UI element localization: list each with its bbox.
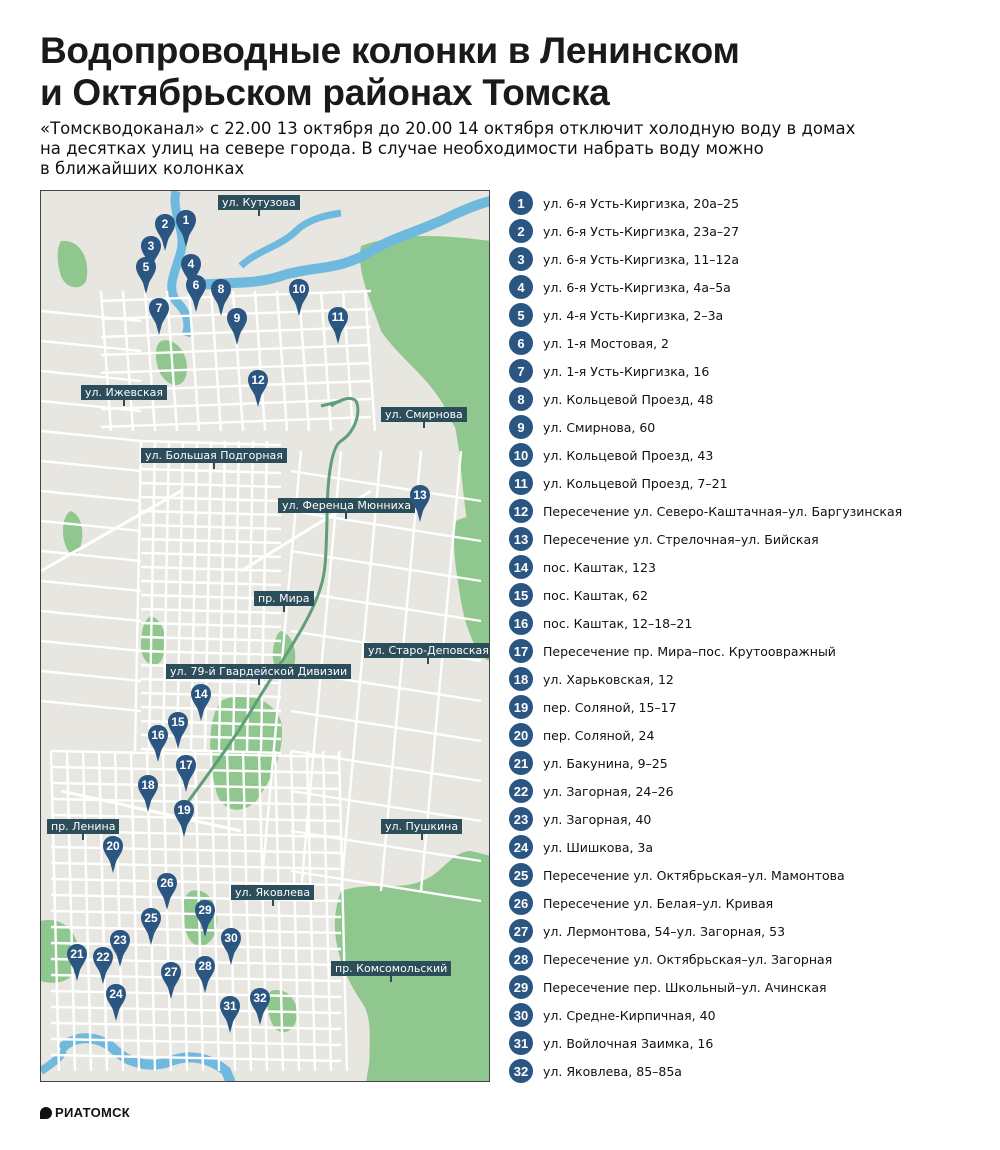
map-pin-6[interactable] xyxy=(185,274,207,314)
legend-item[interactable] xyxy=(509,805,989,833)
legend-item-label: ул. Загорная, 24–26 xyxy=(543,783,674,799)
street-label-yakovleva: ул. Яковлева xyxy=(231,885,314,900)
pin-number: 17 xyxy=(179,758,193,772)
pin-number: 1 xyxy=(182,213,190,227)
street-label-kutuzova: ул. Кутузова xyxy=(218,195,300,210)
map-pin-26[interactable] xyxy=(156,872,178,912)
legend-item-label: ул. Лермонтова, 54–ул. Загорная, 53 xyxy=(543,923,786,939)
legend-marker-badge: 6 xyxy=(509,331,533,355)
pin-number: 24 xyxy=(109,987,123,1001)
legend-item-label: Пересечение пер. Школьный–ул. Ачинская xyxy=(543,979,827,995)
legend-marker-badge: 3 xyxy=(509,247,533,271)
legend-item-label: ул. Шишкова, 3а xyxy=(543,839,654,855)
pin-number: 14 xyxy=(194,687,208,701)
street-label-pr-komsomolskiy: пр. Комсомольский xyxy=(331,961,451,976)
map-pin-28[interactable] xyxy=(194,955,216,995)
legend-item[interactable] xyxy=(509,917,989,945)
legend-item-label: ул. 1-я Усть-Киргизка, 16 xyxy=(543,363,710,379)
legend-marker-badge: 10 xyxy=(509,443,533,467)
legend-marker-badge: 9 xyxy=(509,415,533,439)
legend-marker-badge: 29 xyxy=(509,975,533,999)
map-pin-5[interactable] xyxy=(135,256,157,296)
legend-item-label: пер. Соляной, 24 xyxy=(543,727,655,743)
street-label-bolshaya-podgornaya: ул. Большая Подгорная xyxy=(141,448,287,463)
legend-item-label: ул. 6-я Усть-Киргизка, 4а–5а xyxy=(543,279,731,295)
legend-item-label: Пересечение ул. Белая–ул. Кривая xyxy=(543,895,774,911)
ria-logo-icon xyxy=(40,1107,52,1119)
legend-item[interactable] xyxy=(509,777,989,805)
pin-number: 11 xyxy=(331,310,345,324)
legend-item-label: ул. Бакунина, 9–25 xyxy=(543,755,668,771)
legend-item-label: ул. Яковлева, 85–85а xyxy=(543,1063,682,1079)
map-pin-1[interactable] xyxy=(175,209,197,249)
pin-number: 28 xyxy=(198,959,212,973)
legend-item[interactable] xyxy=(509,1029,989,1057)
subtitle-line-2: на десятках улиц на севере города. В случае необходимости набрать воду можно xyxy=(40,139,764,158)
legend-item[interactable] xyxy=(509,357,989,385)
legend-item-label: Пересечение ул. Северо-Каштачная–ул. Баргузинская xyxy=(543,503,903,519)
legend-item[interactable] xyxy=(509,301,989,329)
legend-item[interactable] xyxy=(509,637,989,665)
map-pin-21[interactable] xyxy=(66,943,88,983)
pin-number: 31 xyxy=(223,999,237,1013)
legend-marker-badge: 22 xyxy=(509,779,533,803)
legend-item[interactable] xyxy=(509,973,989,1001)
subtitle-line-1: «Томскводоканал» с 22.00 13 октября до 20.00 14 октября отключит холодную воду в домах xyxy=(40,119,856,138)
legend-marker-badge: 25 xyxy=(509,863,533,887)
legend-item-label: Пересечение ул. Стрелочная–ул. Бийская xyxy=(543,531,819,547)
legend-item[interactable] xyxy=(509,833,989,861)
legend-item[interactable] xyxy=(509,861,989,889)
map-pin-19[interactable] xyxy=(173,799,195,839)
pin-number: 26 xyxy=(160,876,174,890)
legend-item-label: ул. Войлочная Заимка, 16 xyxy=(543,1035,714,1051)
legend-item[interactable] xyxy=(509,721,989,749)
legend-item[interactable] xyxy=(509,553,989,581)
page-title xyxy=(40,30,960,114)
pin-number: 6 xyxy=(192,278,200,292)
legend-marker-badge: 15 xyxy=(509,583,533,607)
legend-item-label: пос. Каштак, 123 xyxy=(543,559,656,575)
street-label-79-gvardeyskoy: ул. 79-й Гвардейской Дивизии xyxy=(166,664,351,679)
legend-marker-badge: 14 xyxy=(509,555,533,579)
legend-item-label: ул. Кольцевой Проезд, 43 xyxy=(543,447,714,463)
pin-number: 9 xyxy=(233,311,241,325)
legend-item-label: пос. Каштак, 62 xyxy=(543,587,648,603)
map-pin-14[interactable] xyxy=(190,683,212,723)
street-label-pr-mira: пр. Мира xyxy=(254,591,314,606)
map-pin-15[interactable] xyxy=(167,711,189,751)
pin-number: 18 xyxy=(141,778,155,792)
pin-number: 21 xyxy=(70,947,84,961)
pin-number: 10 xyxy=(292,282,306,296)
pin-number: 27 xyxy=(164,965,178,979)
pin-number: 23 xyxy=(113,933,127,947)
pin-number: 2 xyxy=(161,217,169,231)
map[interactable] xyxy=(40,190,490,1082)
pin-number: 4 xyxy=(187,257,195,271)
legend-marker-badge: 5 xyxy=(509,303,533,327)
pin-number: 19 xyxy=(177,803,191,817)
logo-text: РИАТОМСК xyxy=(55,1105,131,1120)
ria-tomsk-logo xyxy=(40,1105,130,1120)
legend-item-label: Пересечение ул. Октябрьская–ул. Мамонтова xyxy=(543,867,845,883)
legend-item[interactable] xyxy=(509,469,989,497)
legend-item[interactable] xyxy=(509,413,989,441)
pin-number: 13 xyxy=(413,488,427,502)
pin-number: 5 xyxy=(142,260,150,274)
legend-item-label: ул. Харьковская, 12 xyxy=(543,671,674,687)
map-pin-24[interactable] xyxy=(105,983,127,1023)
map-pin-29[interactable] xyxy=(194,899,216,939)
legend-marker-badge: 7 xyxy=(509,359,533,383)
legend-marker-badge: 17 xyxy=(509,639,533,663)
title-line-2: и Октябрьском районах Томска xyxy=(40,72,610,113)
street-label-smirnova: ул. Смирнова xyxy=(381,407,467,422)
legend-marker-badge: 16 xyxy=(509,611,533,635)
pin-number: 3 xyxy=(147,239,155,253)
pin-number: 25 xyxy=(144,911,158,925)
legend-item-label: ул. 4-я Усть-Киргизка, 2–3а xyxy=(543,307,724,323)
map-pin-32[interactable] xyxy=(249,987,271,1027)
legend-marker-badge: 27 xyxy=(509,919,533,943)
legend-marker-badge: 8 xyxy=(509,387,533,411)
map-pin-13[interactable] xyxy=(409,484,431,524)
legend-item-label: ул. Смирнова, 60 xyxy=(543,419,656,435)
legend-marker-badge: 13 xyxy=(509,527,533,551)
legend-item-label: Пересечение ул. Октябрьская–ул. Загорная xyxy=(543,951,833,967)
map-pin-16[interactable] xyxy=(147,724,169,764)
legend-item[interactable] xyxy=(509,749,989,777)
pin-number: 30 xyxy=(224,931,238,945)
map-pin-31[interactable] xyxy=(219,995,241,1035)
legend-marker-badge: 32 xyxy=(509,1059,533,1083)
map-pin-20[interactable] xyxy=(102,835,124,875)
map-pin-12[interactable] xyxy=(247,369,269,409)
pin-number: 32 xyxy=(253,991,267,1005)
legend-item-label: ул. 6-я Усть-Киргизка, 23а–27 xyxy=(543,223,740,239)
legend xyxy=(509,189,989,1085)
legend-item[interactable] xyxy=(509,329,989,357)
legend-marker-badge: 1 xyxy=(509,191,533,215)
street-label-izhevskaya: ул. Ижевская xyxy=(81,385,167,400)
street-label-pr-lenina: пр. Ленина xyxy=(47,819,119,834)
legend-item[interactable] xyxy=(509,217,989,245)
pin-number: 16 xyxy=(151,728,165,742)
legend-item[interactable] xyxy=(509,1057,989,1085)
legend-item[interactable] xyxy=(509,273,989,301)
legend-marker-badge: 31 xyxy=(509,1031,533,1055)
legend-item[interactable] xyxy=(509,945,989,973)
map-pin-9[interactable] xyxy=(226,307,248,347)
subtitle xyxy=(40,119,940,179)
legend-item[interactable] xyxy=(509,889,989,917)
legend-marker-badge: 20 xyxy=(509,723,533,747)
map-pin-18[interactable] xyxy=(137,774,159,814)
legend-marker-badge: 2 xyxy=(509,219,533,243)
street-label-pushkina: ул. Пушкина xyxy=(381,819,462,834)
legend-marker-badge: 26 xyxy=(509,891,533,915)
pin-number: 20 xyxy=(106,839,120,853)
title-line-1: Водопроводные колонки в Ленинском xyxy=(40,30,740,71)
legend-marker-badge: 21 xyxy=(509,751,533,775)
map-pin-10[interactable] xyxy=(288,278,310,318)
legend-item[interactable] xyxy=(509,581,989,609)
pin-number: 12 xyxy=(251,373,265,387)
legend-marker-badge: 28 xyxy=(509,947,533,971)
street-label-staro-depovskaya: ул. Старо-Деповская xyxy=(364,643,490,658)
subtitle-line-3: в ближайших колонках xyxy=(40,159,245,178)
legend-marker-badge: 4 xyxy=(509,275,533,299)
map-pin-30[interactable] xyxy=(220,927,242,967)
legend-item-label: ул. 6-я Усть-Киргизка, 20а–25 xyxy=(543,195,740,211)
legend-marker-badge: 18 xyxy=(509,667,533,691)
legend-marker-badge: 24 xyxy=(509,835,533,859)
legend-item-label: ул. Средне-Кирпичная, 40 xyxy=(543,1007,716,1023)
legend-item-label: ул. Кольцевой Проезд, 48 xyxy=(543,391,714,407)
map-pin-17[interactable] xyxy=(175,754,197,794)
map-pin-25[interactable] xyxy=(140,907,162,947)
pin-number: 15 xyxy=(171,715,185,729)
pin-number: 8 xyxy=(217,282,225,296)
pin-number: 22 xyxy=(96,950,110,964)
map-pin-27[interactable] xyxy=(160,961,182,1001)
legend-item[interactable] xyxy=(509,189,989,217)
legend-item-label: пер. Соляной, 15–17 xyxy=(543,699,677,715)
legend-item[interactable] xyxy=(509,693,989,721)
legend-item[interactable] xyxy=(509,385,989,413)
legend-item[interactable] xyxy=(509,441,989,469)
map-pin-23[interactable] xyxy=(109,929,131,969)
legend-item-label: пос. Каштак, 12–18–21 xyxy=(543,615,693,631)
legend-item-label: ул. Кольцевой Проезд, 7–21 xyxy=(543,475,728,491)
legend-item-label: ул. 6-я Усть-Киргизка, 11–12а xyxy=(543,251,740,267)
legend-marker-badge: 30 xyxy=(509,1003,533,1027)
legend-marker-badge: 11 xyxy=(509,471,533,495)
map-pin-7[interactable] xyxy=(148,297,170,337)
pin-number: 7 xyxy=(155,301,163,315)
map-pin-11[interactable] xyxy=(327,306,349,346)
pin-number: 29 xyxy=(198,903,212,917)
legend-marker-badge: 23 xyxy=(509,807,533,831)
legend-marker-badge: 12 xyxy=(509,499,533,523)
legend-item[interactable] xyxy=(509,525,989,553)
street-label-ferentsa-myunnikha: ул. Ференца Мюнниха xyxy=(278,498,415,513)
legend-item-label: ул. Загорная, 40 xyxy=(543,811,652,827)
legend-item[interactable] xyxy=(509,665,989,693)
legend-item-label: Пересечение пр. Мира–пос. Крутоовражный xyxy=(543,643,836,659)
legend-item-label: ул. 1-я Мостовая, 2 xyxy=(543,335,669,351)
legend-item[interactable] xyxy=(509,609,989,637)
legend-item[interactable] xyxy=(509,497,989,525)
legend-item[interactable] xyxy=(509,245,989,273)
legend-item[interactable] xyxy=(509,1001,989,1029)
legend-marker-badge: 19 xyxy=(509,695,533,719)
